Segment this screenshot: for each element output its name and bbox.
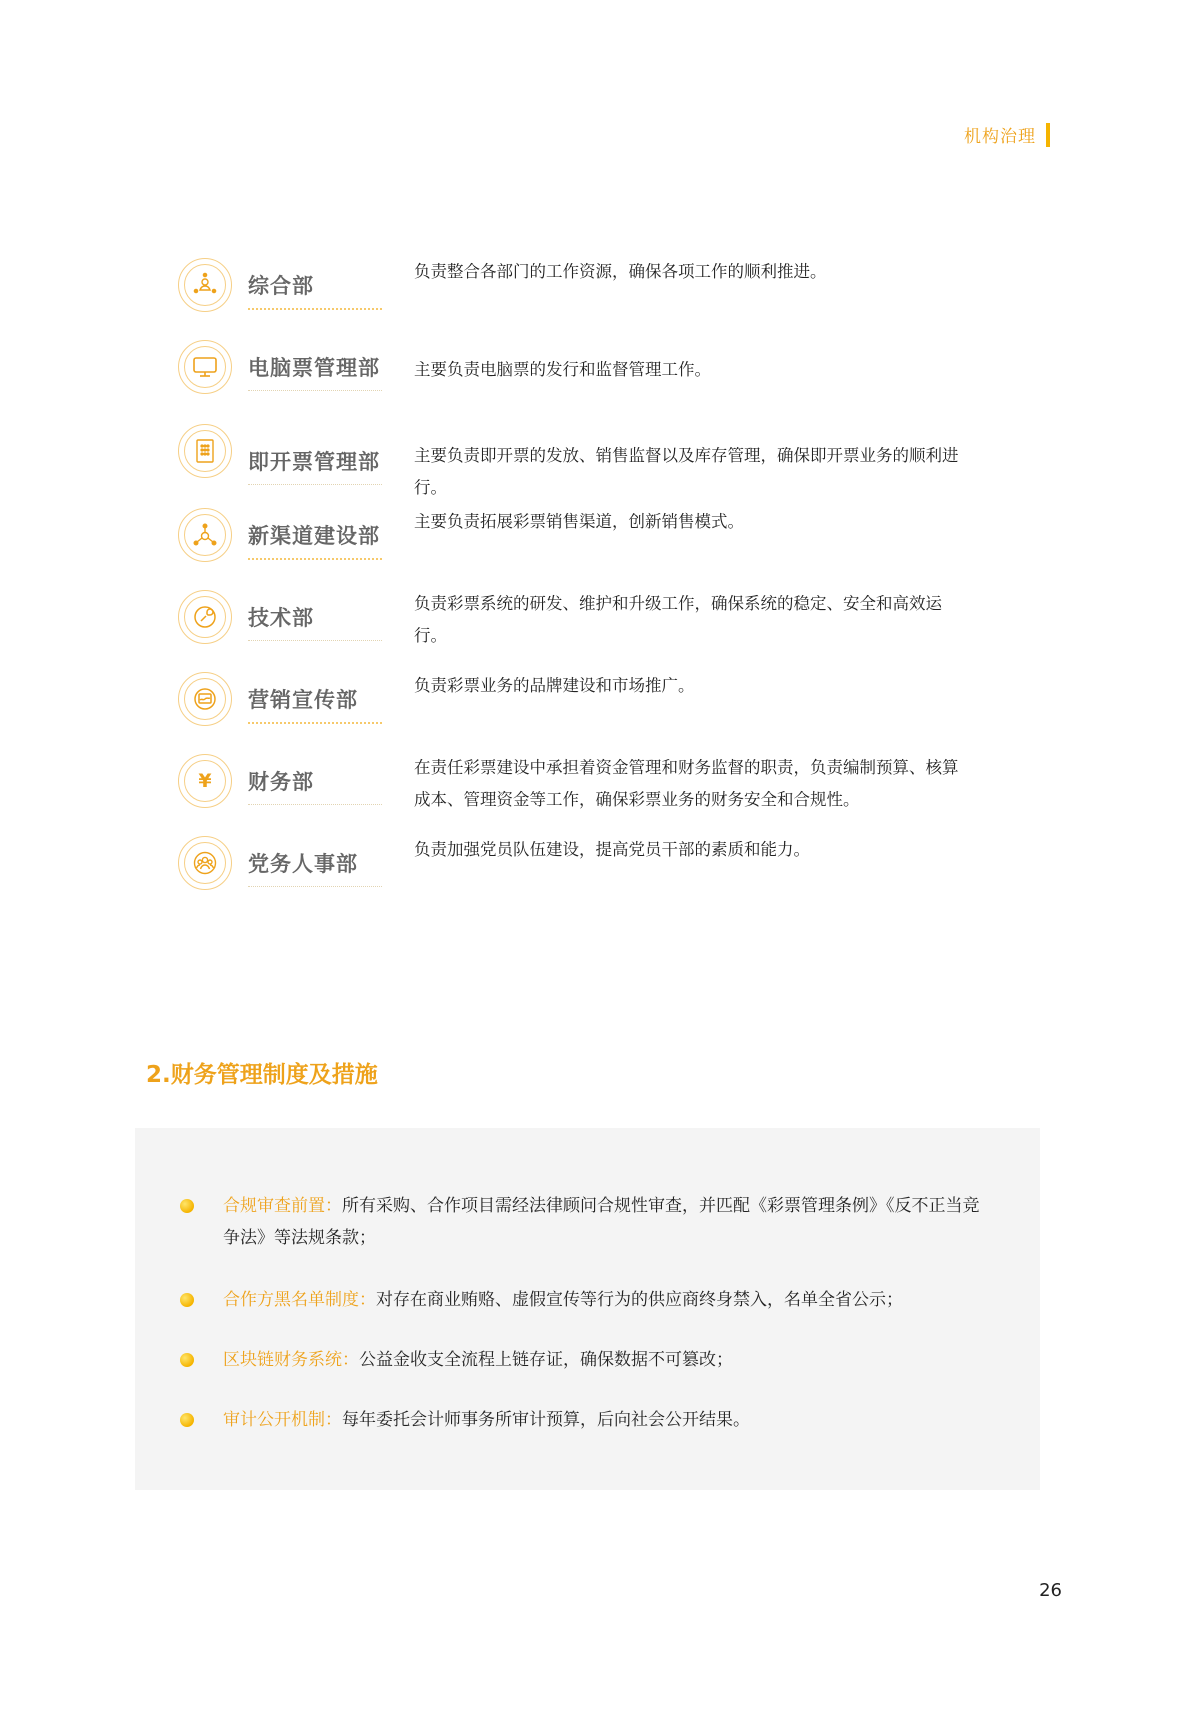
- wrench-icon: [178, 590, 232, 644]
- measure-item: [183, 1404, 983, 1436]
- department-item: [178, 754, 978, 814]
- people-network-icon: [178, 258, 232, 312]
- measure-label: 合规审查前置：: [223, 1196, 342, 1216]
- department-description: 负责彩票系统的研发、维护和升级工作，确保系统的稳定、安全和高效运行。: [414, 594, 942, 645]
- department-item: [178, 340, 978, 400]
- measure-text: 公益金收支全流程上链存证，确保数据不可篡改；: [359, 1350, 733, 1370]
- section-tag: [964, 122, 1050, 147]
- department-name: 技术部: [248, 602, 382, 641]
- department-item: [178, 672, 978, 732]
- group-icon: [178, 836, 232, 890]
- department-name: 营销宣传部: [248, 684, 382, 724]
- measure-text: 对存在商业贿赂、虚假宣传等行为的供应商终身禁入，名单全省公示；: [376, 1290, 903, 1310]
- bullet-dot-icon: [180, 1293, 194, 1307]
- bullet-dot-icon: [180, 1353, 194, 1367]
- measure-item: [183, 1344, 983, 1376]
- department-name: 党务人事部: [248, 848, 382, 887]
- monitor-icon: [178, 340, 232, 394]
- department-description: 在责任彩票建设中承担着资金管理和财务监督的职责，负责编制预算、核算成本、管理资金等工作，确保彩票业务的财务安全和合规性。: [414, 758, 959, 809]
- section-tag-label: 机构治理: [964, 127, 1036, 147]
- department-description: 负责彩票业务的品牌建设和市场推广。: [414, 676, 695, 695]
- yuan-icon: ¥: [178, 754, 232, 808]
- billboard-icon: [178, 672, 232, 726]
- ticket-icon: [178, 424, 232, 478]
- measure-item: [183, 1190, 983, 1254]
- department-description: 主要负责即开票的发放、销售监督以及库存管理，确保即开票业务的顺利进行。: [414, 446, 959, 497]
- page-number: 26: [1039, 1580, 1062, 1601]
- bullet-dot-icon: [180, 1413, 194, 1427]
- department-name: 综合部: [248, 270, 382, 310]
- measure-text: 每年委托会计师事务所审计预算，后向社会公开结果。: [342, 1410, 750, 1430]
- department-item: [178, 590, 978, 650]
- department-name: 财务部: [248, 766, 382, 805]
- section-title: 2.财务管理制度及措施: [146, 1062, 378, 1088]
- bullet-dot-icon: [180, 1199, 194, 1213]
- measure-label: 合作方黑名单制度：: [223, 1290, 376, 1310]
- measure-label: 审计公开机制：: [223, 1410, 342, 1430]
- department-item: [178, 424, 978, 497]
- department-item: [178, 508, 978, 568]
- measures-panel: [135, 1128, 1040, 1490]
- department-description: 负责整合各部门的工作资源，确保各项工作的顺利推进。: [414, 262, 827, 281]
- department-item: [178, 836, 978, 896]
- department-item: [178, 258, 978, 318]
- department-name: 电脑票管理部: [248, 352, 382, 391]
- department-description: 负责加强党员队伍建设，提高党员干部的素质和能力。: [414, 840, 810, 859]
- measure-item: [183, 1284, 983, 1316]
- measure-label: 区块链财务系统：: [223, 1350, 359, 1370]
- department-name: 新渠道建设部: [248, 520, 382, 560]
- measure-text: 所有采购、合作项目需经法律顾问合规性审查，并匹配《彩票管理条例》《反不正当竞争法》等法规条款；: [223, 1196, 980, 1248]
- department-name: 即开票管理部: [248, 446, 382, 485]
- section-tag-bar: [1046, 123, 1050, 147]
- channel-network-icon: [178, 508, 232, 562]
- department-description: 主要负责电脑票的发行和监督管理工作。: [414, 360, 711, 379]
- department-description: 主要负责拓展彩票销售渠道，创新销售模式。: [414, 512, 744, 531]
